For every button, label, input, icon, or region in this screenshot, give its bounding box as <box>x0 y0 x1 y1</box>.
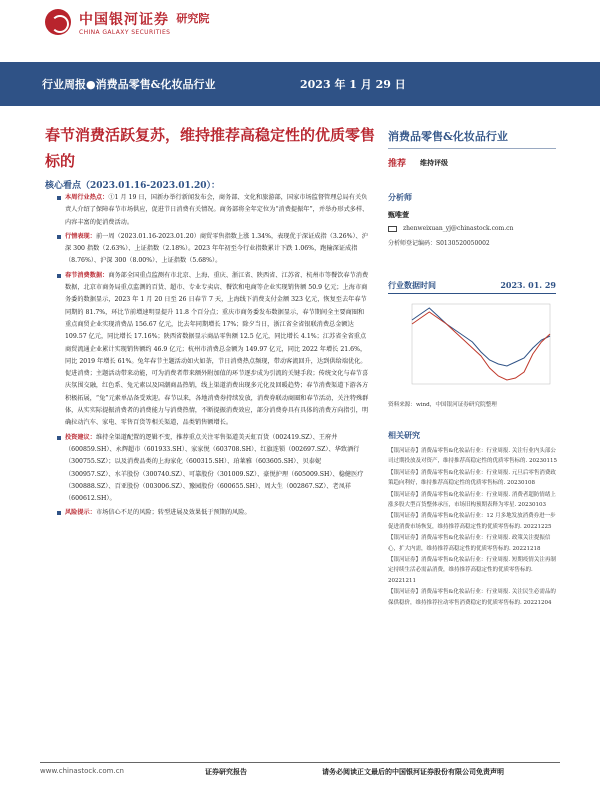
related-item[interactable]: 【银河证券】消费品零售&化妆品行业：行业周报. 关注民生必需品的保供稳价，维持推荐拉动零售消费稳定的优质零售标的. 20221204 <box>388 589 556 606</box>
footer-url[interactable]: www.chinastock.com.cn <box>40 767 124 775</box>
related-item[interactable]: 【银河证券】消费品零售&化妆品行业：行业周报. 政策关注提振信心，扩大内需，维持推荐高稳定性的优质零售标的. 20221218 <box>388 535 551 552</box>
company-logo <box>45 6 209 38</box>
section-hotspot <box>45 192 370 229</box>
footer-divider <box>40 762 560 763</box>
section-label: 本周行业热点： <box>65 194 109 201</box>
trend-title: 行业数据时间 <box>388 280 436 290</box>
chart-frame <box>412 304 550 384</box>
section-text: 前一周（2023.01.16-2023.01.20）商贸零售指数上涨 1.34%，表现优于深证成指（3.26%）、沪深 300 指数（2.63%）、上证指数（2.18%）。2023 年年初至今行业指数累计下跌 1.06%，跑输深证成指（8.76%）、沪深 300（8.00%）、上证指数（5.68%）。 <box>65 232 368 265</box>
related-list <box>388 446 560 609</box>
report-date: 2023 年 1 月 29 日 <box>300 78 406 91</box>
institute-label: 研究院 <box>176 12 210 25</box>
chart-source: 资料来源：wind，中国银河证券研究院整理 <box>388 402 497 408</box>
section-text: 商务部全国重点监测有市北京、上海、重庆、浙江省、陕西省、江苏省、杭州市等餐饮春节消费数据，北京市商务局重点监测的百货、超市、专业专卖店、餐饮和电商等企业实现销售额 50.9 亿元；上海市商务委的数据显示，2023 年 1 月 20 日至 26 日春节 7 天，上海线下消费支付金额 323 亿元，恢复至去年春节同期的 81.7%，环比节前增速明显提升 11.8 个百分点；重庆市商务委发布数据显示，春节期间全主要商圈和重点商贸企业实现消费品 156.67 亿元，比去年同期增长 17%；除夕当日，浙江省全省银联消费总金额达 109.57 亿元，同比增长 17.16%；陕西省数据显示商品零售额 12.5 亿元，同比增长 4.1%；江苏省全省重点商贸流通企业累计实现销售额约 46.9 亿元；杭州市消费总金额为 149.97 亿元，同比 2022 年增长 21.6%，同比 2019 年增长 61%。兔年春节主题活动如火如荼，节日消费热点频现，带动客流回升，达到供给端优化。促进消费；主题活动带来动能，可为消费者带来额外附加值的环节逐步成为引流的关键手段；传统文化与春节喜庆氛围交融，红色系、兔元素以及国潮商品热销，线上渠道消费出现多元化及回暖趋势；春节消费渠道下游各方积极拓展，“兔”元素单品备受欢迎。春节以来，各地消费券持续发放，消费券联动商圈和春节活动，关注特殊群体，从实实际提振消费者的消费能力与消费热情，不断提振消费效应，部分消费券具有具体的消费方向指引，明确拉动汽车、家电、零售百货等相关渠道，品类销售额增长。 <box>65 271 369 427</box>
section-spring-festival <box>45 270 370 430</box>
section-label: 风险提示： <box>65 509 96 517</box>
related-item[interactable]: 【银河证券】消费品零售&化妆品行业：行业周报. 消费者超防情绪上涨多股大型百货整体承压，市场旧构预期表释为零星. 20230103 <box>388 491 556 509</box>
bullet-icon <box>57 235 61 239</box>
section-label: 投资建议： <box>65 433 96 441</box>
series-line-1 <box>412 312 550 380</box>
section-investment <box>45 432 370 506</box>
bullet-icon <box>57 274 61 278</box>
related-item[interactable]: 【银河证券】消费品零售&化妆品行业：行业周报. 关注行业内头部公司过期投放及对资产，维持推荐高稳定性的优质零售标的. 20230115 <box>388 448 557 465</box>
section-label: 春节消费数据： <box>65 271 109 279</box>
main-content <box>45 192 370 520</box>
analyst-email[interactable] <box>388 225 513 232</box>
section-market <box>45 231 370 268</box>
mail-icon <box>388 226 397 232</box>
logo-icon <box>45 9 71 35</box>
bullet-icon <box>57 196 61 200</box>
footer-disclaimer: 请务必阅读正文最后的中国银河证券股份有限公司免责声明 <box>322 767 504 776</box>
series-line-0 <box>412 308 550 366</box>
footer-center: 证券研究报告 <box>205 767 247 776</box>
bullet-icon <box>57 436 61 440</box>
section-text: ①1 月 19 日，国新办举行新闻发布会，商务部、文化和旅游部，国家市场监督管理总局有关负责人介绍了保障春节市场供应，促进节日消费有关情况。商务部将全年定位为“消费提振年”，并举办形式多样、内容丰富的促消费活动。 <box>65 194 369 226</box>
rating-status: 维持评级 <box>420 158 448 167</box>
section-text: 市场信心不足的风险；转型进展及效果低于预期的风险。 <box>95 509 251 517</box>
report-banner <box>0 62 600 106</box>
report-type: 行业周报●消费品零售&化妆品行业 <box>42 78 216 91</box>
industry-name: 消费品零售&化妆品行业 <box>388 130 508 143</box>
brand-name-en: CHINA GALAXY SECURITIES <box>79 28 171 36</box>
related-heading: 相关研究 <box>388 430 420 440</box>
trend-date: 2023. 01. 29 <box>500 280 556 290</box>
core-heading: 核心看点（2023.01.16-2023.01.20）： <box>45 181 220 191</box>
report-title: 春节消费活跃复苏，维持推荐高稳定性的优质零售标的 <box>45 126 376 170</box>
related-item[interactable]: 【银河证券】消费品零售&化妆品行业：12 月多地发放消费券进一步促进消费市场恢复，维持推荐高稳定性的优质零售标的. 20221225 <box>388 513 556 530</box>
email-text: zhenweixuan_yj@chinastock.com.cn <box>403 225 514 232</box>
analyst-heading: 分析师 <box>388 192 412 202</box>
brand-name-cn: 中国银河证券 <box>79 11 169 28</box>
divider <box>388 148 556 149</box>
section-risk <box>45 507 370 519</box>
related-item[interactable]: 【银河证券】消费品零售&化妆品行业：行业周报. 元旦后零售消费政策趋向利好，维持推荐高稳定性的优质零售标的. 20230108 <box>388 469 556 487</box>
section-text: 维持全渠道配置的逻辑不变，推荐重点关注零售渠道美天虹百货（002419.SZ）、王府井（600859.SH）、永辉超市（601933.SH）、家家悦（603708.SH）、红旗连锁（002697.SZ）、华致酒行（300755.SZ）；以及消费品类的上海家化（600315.SH）、珀莱雅（603605.SH）、贝泰妮（300957.SZ）、水羊股份（300740.SZ）、可靠股份（301009.SZ）、豪悦护理（605009.SH）、稳健医疗（300888.SZ）、百亚股份（003006.SZ）、豫园股份（600655.SH）、周大生（002867.SZ）、老凤祥（600612.SH）。 <box>65 433 364 503</box>
section-label: 行情表现： <box>65 232 96 240</box>
bullet-icon <box>57 511 61 515</box>
analyst-name: 甄唯萱 <box>388 210 409 219</box>
industry-trend-chart <box>388 296 556 392</box>
rating: 推荐 <box>388 159 407 169</box>
analyst-cert: 分析师登记编码：S0130520050002 <box>388 240 490 247</box>
trend-heading <box>388 280 556 294</box>
related-item[interactable]: 【银河证券】消费品零售&化妆品行业：行业周报. 短期疫情关注再制定持续生活必需品消费，维持推荐高稳定性的优质零售标的. 20221211 <box>388 557 556 584</box>
